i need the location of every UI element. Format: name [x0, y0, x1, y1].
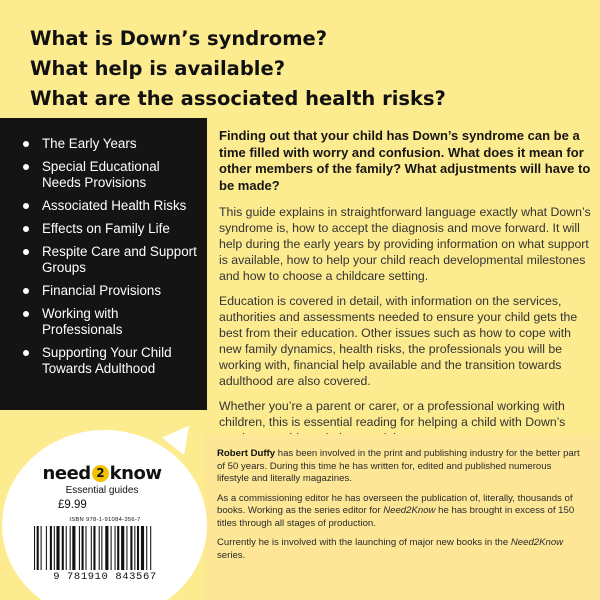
topic-item [23, 306, 199, 338]
barcode-bar [56, 526, 59, 570]
barcode-bar [79, 526, 80, 570]
barcode-bar [141, 526, 144, 570]
bullet-icon [23, 350, 29, 356]
topics-sidebar [0, 118, 207, 410]
body-paragraph: This guide explains in straightforward language exactly what Down’s syndrome is, how to accept the diagnosis and move forward. It will help during the early years by providing information on what support is available, how to help your child reach developmental milestones and how to choose a childcare setting. [219, 205, 591, 283]
series-name: Need2Know [510, 537, 564, 548]
headline-line: What help is available? [30, 57, 286, 80]
barcode-bar [37, 526, 39, 570]
intro-paragraph: Finding out that your child has Down’s syndrome can be a time filled with worry and confusion. What does it mean for other members of the family? What adjustments will have to be made? [219, 128, 591, 193]
logo-two-badge: 2 [92, 465, 109, 482]
barcode-bar [115, 526, 116, 570]
bullet-icon [23, 311, 29, 317]
topic-label: Special Educational Needs Provisions [42, 159, 160, 190]
series-name: Need2Know [383, 505, 436, 516]
barcode-bar [85, 526, 86, 570]
logo-tagline: Essential guides [65, 485, 139, 496]
topic-item [23, 244, 199, 276]
topics-list [0, 118, 207, 377]
barcode-bar [41, 526, 42, 570]
barcode [34, 526, 178, 570]
barcode-bar [54, 526, 55, 570]
topic-label: Associated Health Risks [42, 198, 187, 213]
barcode-bar [137, 526, 139, 570]
barcode-bar [146, 526, 147, 570]
author-bio-text: Currently he is involved with the launching of major new books in the [217, 537, 509, 548]
topic-label: Supporting Your Child Towards Adulthood [42, 345, 172, 376]
barcode-bar [101, 526, 102, 570]
barcode-bar [70, 526, 71, 570]
barcode-bar [62, 526, 64, 570]
topic-label: Respite Care and Support Groups [42, 244, 197, 275]
headline-line: What are the associated health risks? [30, 87, 446, 110]
barcode-bar [50, 526, 52, 570]
barcode-bar [72, 526, 75, 570]
barcode-bar [150, 526, 151, 570]
bullet-icon [23, 226, 29, 232]
body-paragraph: Education is covered in detail, with information on the services, authorities and assessments needed to ensure your child gets the best from their education. Other issues such as how to cope with new family dynamics, health risks, the professionals you will be working with, financial help available and the transition towards adulthood are also covered. [219, 294, 578, 388]
body-paragraph: Whether you’re a parent or carer, or a professional working with children, this is essential reading for helping a child with Down’s [219, 399, 566, 429]
bullet-icon [23, 141, 29, 147]
author-bio [217, 448, 586, 486]
topic-label: Effects on Family Life [42, 221, 170, 236]
barcode-digits: 9 781910 843567 [53, 571, 157, 583]
bullet-icon [23, 249, 29, 255]
author-panel [205, 434, 600, 600]
author-bio [217, 537, 586, 562]
topic-label: The Early Years [42, 136, 137, 151]
barcode-bar [99, 526, 100, 570]
author-bio-text: has been involved in the print and publishing industry for the better part of 50 years. During this time he has written for, edited and published numerous lifestyle and literally magazines. [217, 448, 580, 484]
barcode-bar [134, 526, 135, 570]
publisher-logo [38, 464, 166, 496]
barcode-bar [91, 526, 92, 570]
topic-item [23, 221, 199, 237]
headline [30, 24, 590, 114]
barcode-bar [117, 526, 119, 570]
price: £9.99 [58, 499, 87, 511]
author-name: Robert Duffy [217, 448, 276, 459]
topic-label: Financial Provisions [42, 283, 162, 298]
topic-item [23, 283, 199, 299]
author-bio-text: he has brought in excess of 150 titles through all stages of production. [217, 505, 575, 529]
logo-text: know [109, 463, 162, 484]
barcode-bar [82, 526, 84, 570]
barcode-bar [111, 526, 112, 570]
bullet-icon [23, 164, 29, 170]
barcode-bar [93, 526, 95, 570]
barcode-bar [105, 526, 108, 570]
blurb [219, 128, 593, 455]
bullet-icon [23, 203, 29, 209]
barcode-bar [34, 526, 35, 570]
barcode-bar [121, 526, 124, 570]
topic-item [23, 345, 199, 377]
author-bio-text: series. [217, 549, 246, 561]
barcode-bar [126, 526, 127, 570]
logo-text: need [42, 463, 91, 484]
headline-line: What is Down’s syndrome? [30, 27, 328, 50]
topic-label: Working with Professionals [42, 306, 123, 337]
topic-item [23, 198, 199, 214]
barcode-bar [130, 526, 132, 570]
barcode-bar [46, 526, 47, 570]
isbn-label: ISBN 978-1-91084-356-7 [69, 517, 141, 523]
topic-item [23, 159, 199, 191]
bullet-icon [23, 288, 29, 294]
topic-item [23, 136, 199, 152]
barcode-bar [66, 526, 67, 570]
author-bio-text: As a commissioning editor he has overseen the publication of, literally, thousands of books. Working as the series editor for [217, 492, 573, 516]
author-bio [217, 493, 586, 531]
